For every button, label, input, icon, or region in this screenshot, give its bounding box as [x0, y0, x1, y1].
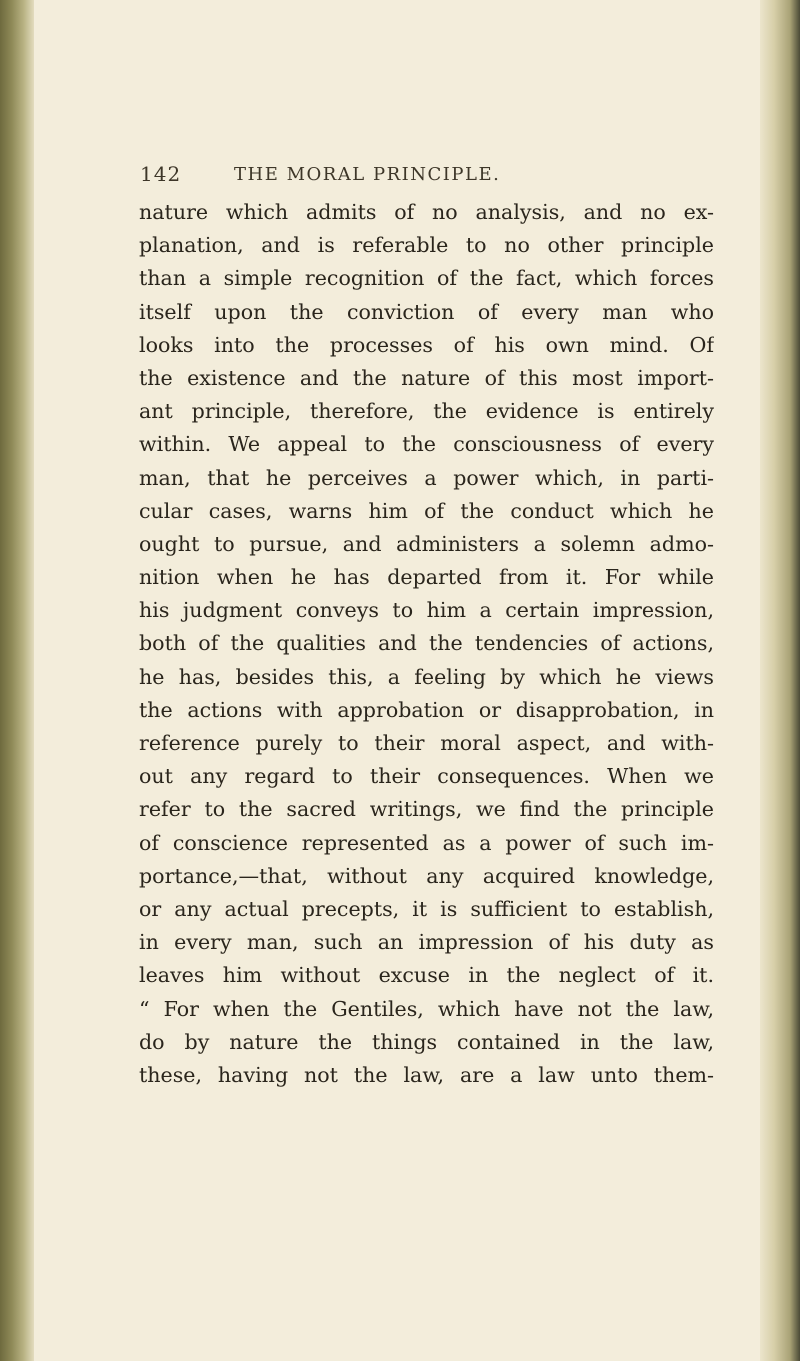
text-line: both of the qualities and the tendencies of actions,: [139, 631, 714, 656]
text-line: the actions with approbation or disapprobation, in: [139, 697, 714, 722]
text-line: ought to pursue, and administers a solemn admo-: [139, 531, 714, 556]
text-line: planation, and is referable to no other principle: [139, 233, 714, 258]
text-line: his judgment conveys to him a certain impression,: [139, 598, 714, 623]
text-line: the existence and the nature of this most import-: [139, 365, 714, 390]
text-line: these, having not the law, are a law unto them-: [139, 1062, 714, 1087]
text-line: leaves him without excuse in the neglect of it.: [139, 963, 714, 988]
text-line: nition when he has departed from it. For while: [139, 565, 714, 590]
book-page-edge-right: [760, 0, 800, 1361]
text-line: out any regard to their consequences. When we: [139, 764, 714, 789]
text-line: refer to the sacred writings, we find the principle: [139, 797, 714, 822]
running-head: [140, 162, 700, 192]
text-line: or any actual precepts, it is sufficient to establish,: [139, 896, 714, 921]
text-line: nature which admits of no analysis, and no ex-: [139, 200, 714, 224]
text-line: man, that he perceives a power which, in parti-: [139, 465, 714, 490]
book-gutter-left: [0, 0, 34, 1361]
text-line: cular cases, warns him of the conduct which he: [139, 498, 714, 523]
text-line: of conscience represented as a power of such im-: [139, 830, 714, 855]
text-line: looks into the processes of his own mind. Of: [139, 332, 714, 357]
page-number: 142: [140, 162, 182, 186]
text-line: do by nature the things contained in the law,: [139, 1029, 714, 1054]
text-line: portance,—that, without any acquired knowledge,: [139, 863, 714, 888]
text-line: reference purely to their moral aspect, and with-: [139, 731, 714, 755]
text-line: “ For when the Gentiles, which have not the law,: [139, 996, 714, 1021]
text-line: than a simple recognition of the fact, which forces: [139, 266, 714, 291]
text-line: he has, besides this, a feeling by which he views: [139, 664, 714, 689]
running-head-title: THE MORAL PRINCIPLE.: [234, 164, 501, 185]
text-line: itself upon the conviction of every man who: [139, 299, 714, 324]
body-text: [139, 196, 714, 1092]
text-line: in every man, such an impression of his duty as: [139, 930, 714, 955]
text-line: ant principle, therefore, the evidence is entirely: [139, 399, 714, 424]
text-line: within. We appeal to the consciousness of every: [139, 432, 714, 457]
